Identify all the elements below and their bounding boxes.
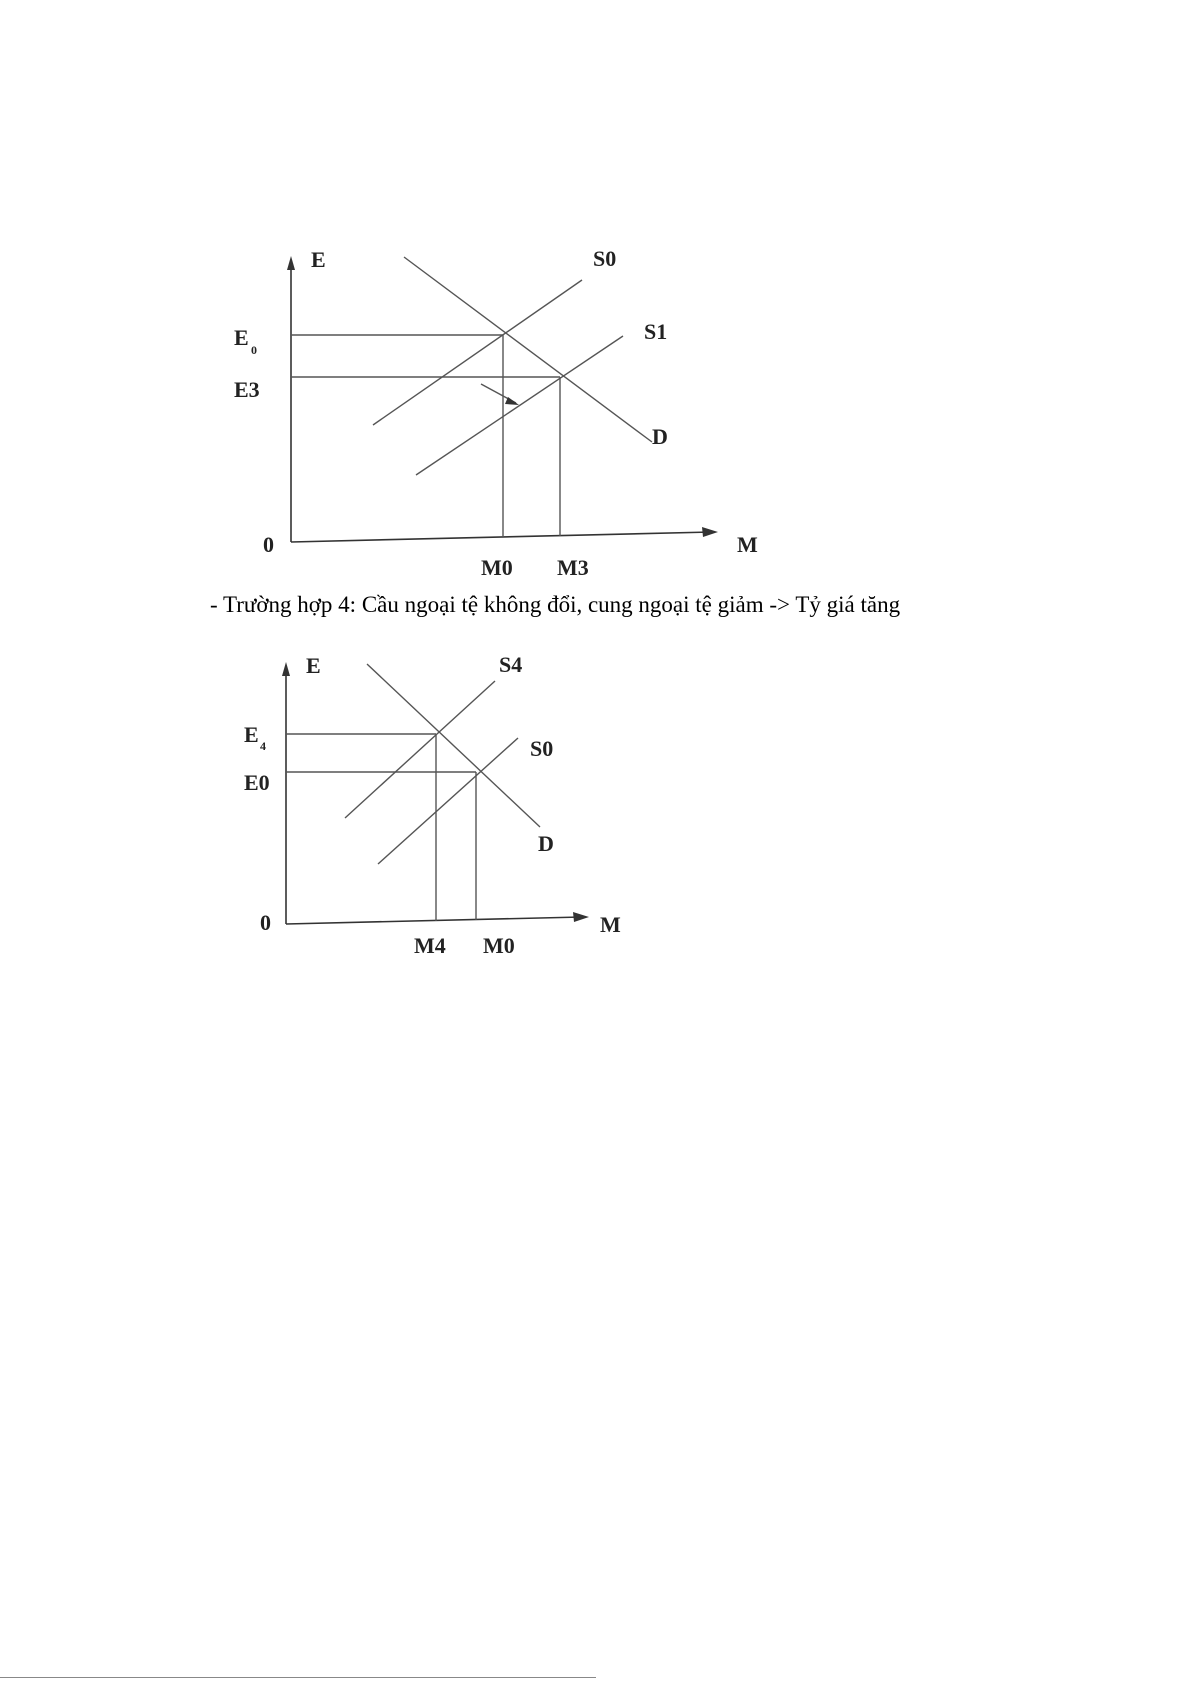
diagram-2 <box>244 652 621 958</box>
e4-label: E <box>244 722 259 747</box>
d-label: D <box>538 831 554 856</box>
x-axis <box>286 917 582 924</box>
y-axis-arrow-icon <box>282 662 290 676</box>
y-axis-arrow-icon <box>287 256 295 270</box>
m4-label: M4 <box>414 933 446 958</box>
origin-label: 0 <box>263 532 274 557</box>
supply-curve-s4 <box>345 681 495 818</box>
s4-label: S4 <box>499 652 523 677</box>
s0-label: S0 <box>593 246 617 271</box>
x-axis-arrow-icon <box>573 912 589 922</box>
y-axis-label: E <box>311 247 326 272</box>
supply-curve-s1 <box>416 336 623 475</box>
diagram-1 <box>234 246 758 580</box>
x-axis-label: M <box>600 912 621 937</box>
e0-label-subscript: 0 <box>251 343 257 357</box>
m3-label: M3 <box>557 555 589 580</box>
x-axis <box>291 532 712 542</box>
case-4-caption: - Trường hợp 4: Cầu ngoại tệ không đổi, cung ngoại tệ giảm -> Tỷ giá tăng <box>210 592 901 617</box>
e0-label: E0 <box>244 770 270 795</box>
e3-label: E3 <box>234 377 260 402</box>
origin-label: 0 <box>260 910 271 935</box>
demand-curve <box>367 664 540 827</box>
supply-curve-s0 <box>378 738 518 864</box>
d-label: D <box>652 424 668 449</box>
y-axis-label: E <box>306 653 321 678</box>
s0-label: S0 <box>530 736 554 761</box>
x-axis-arrow-icon <box>702 527 718 537</box>
x-axis-label: M <box>737 532 758 557</box>
e4-label-subscript: 4 <box>260 739 266 753</box>
demand-curve <box>404 257 652 442</box>
m0-label: M0 <box>481 555 513 580</box>
s1-label: S1 <box>644 319 668 344</box>
supply-curve-s0 <box>373 280 582 425</box>
e0-label: E <box>234 325 249 350</box>
footer-divider <box>0 1677 596 1678</box>
m0-label: M0 <box>483 933 515 958</box>
